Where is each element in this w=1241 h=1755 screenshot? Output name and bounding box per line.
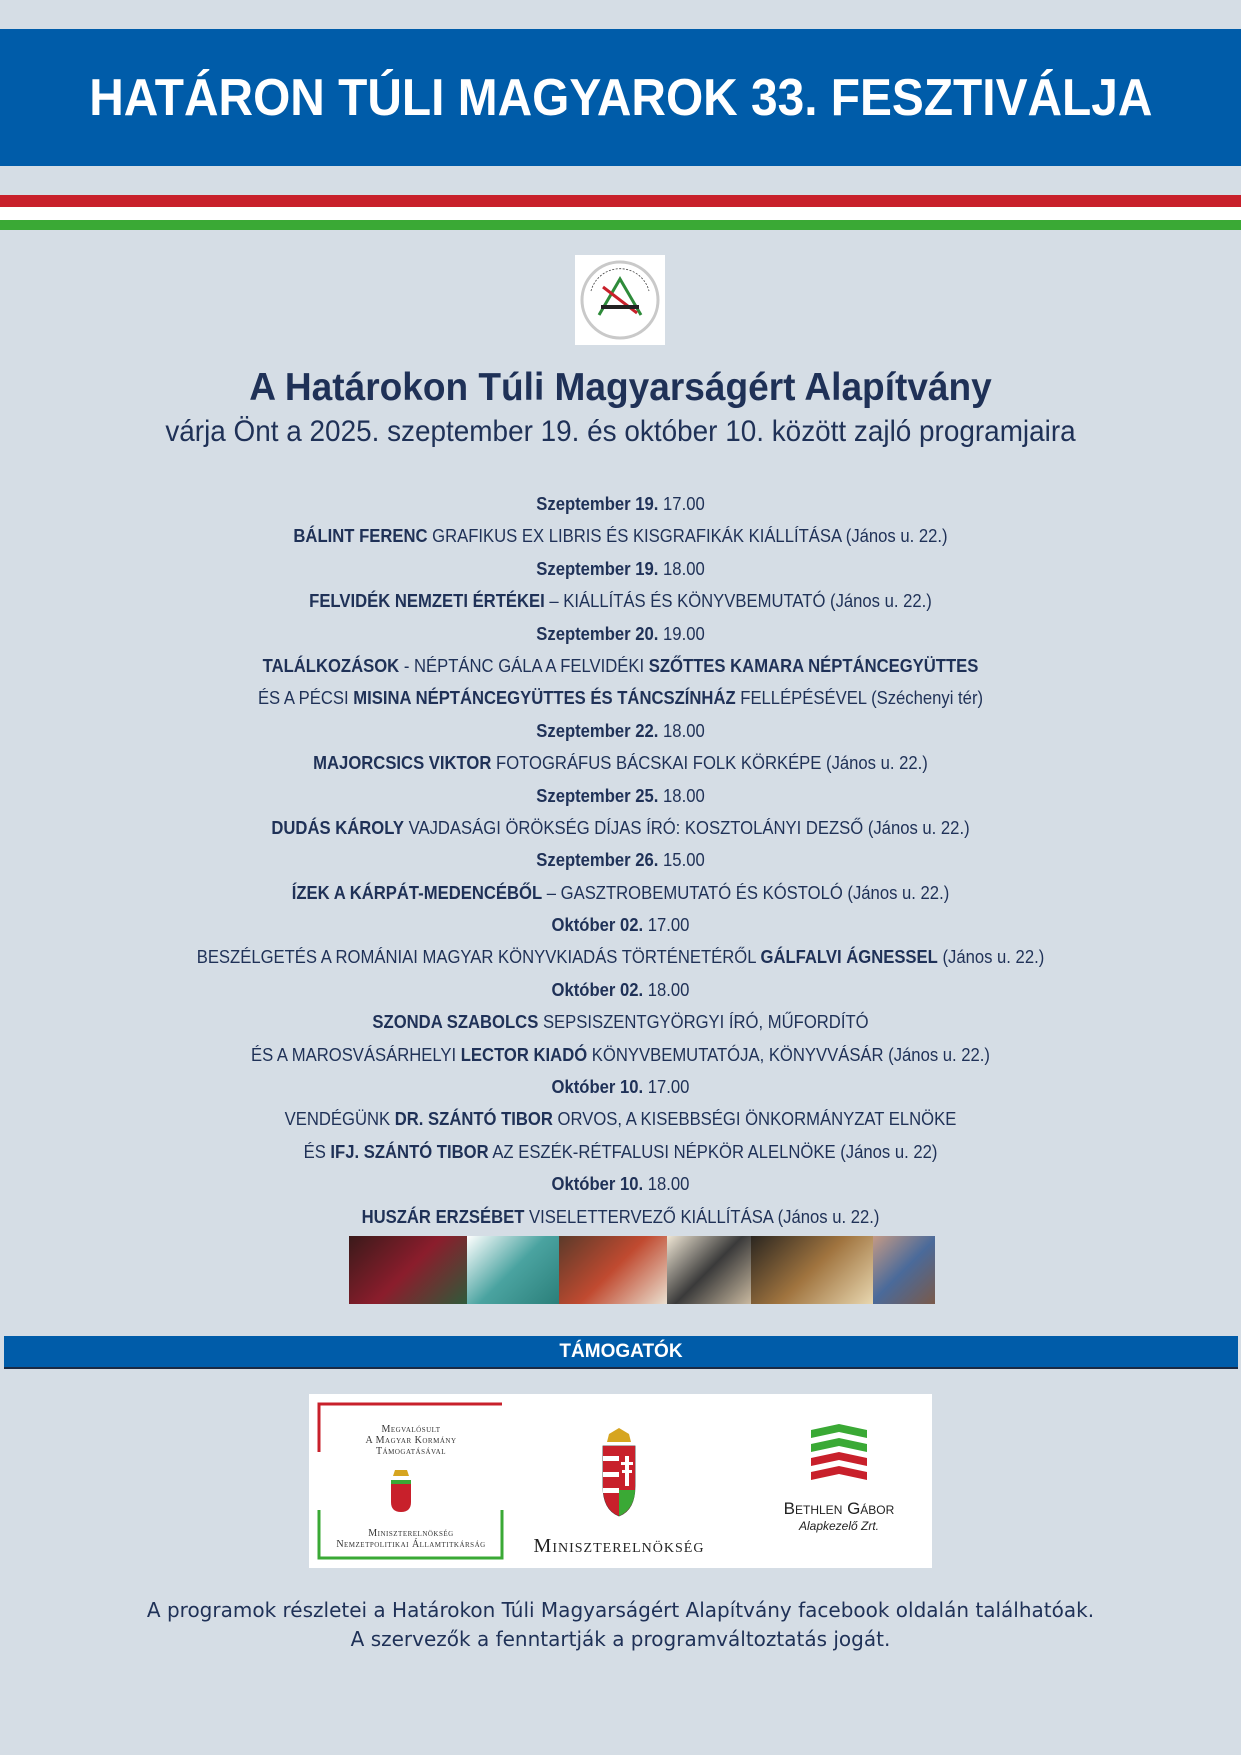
schedule-line xyxy=(62,1136,1179,1168)
schedule-line xyxy=(62,941,1179,973)
foundation-name: A Határokon Túli Magyarságért Alapítvány xyxy=(249,366,992,409)
schedule-text: – KIÁLLÍTÁS ÉS KÖNYVBEMUTATÓ (János u. 22.) xyxy=(544,590,932,612)
schedule-line xyxy=(62,1103,1179,1135)
schedule-highlight: Szeptember 22. xyxy=(536,719,659,741)
schedule-text: ÉS A PÉCSI xyxy=(257,687,354,709)
schedule-highlight: Október 02. xyxy=(551,914,644,936)
schedule-text: ÉS xyxy=(303,1140,331,1162)
schedule-highlight: Szeptember 25. xyxy=(536,784,659,806)
schedule-text: SEPSISZENTGYÖRGYI ÍRÓ, MŰFORDÍTÓ xyxy=(538,1011,869,1033)
family-photo xyxy=(667,1236,751,1304)
schedule-highlight: Október 02. xyxy=(551,978,644,1000)
foundation-logo-emblem xyxy=(577,257,663,343)
supporters-label: TÁMOGATÓK xyxy=(559,1340,683,1362)
schedule-text: ORVOS, A KISEBBSÉGI ÖNKORMÁNYZAT ELNÖKE xyxy=(552,1108,957,1130)
schedule-highlight: Szeptember 20. xyxy=(536,622,659,644)
flag-stripe-red xyxy=(0,195,1241,207)
footer-line1: A programok részletei a Határokon Túli Magyarságért Alapítvány facebook oldalán találhatóak. xyxy=(146,1598,1095,1622)
hungarian-coat-of-arms-icon xyxy=(519,1426,719,1526)
schedule-text: (János u. 22.) xyxy=(937,946,1045,968)
schedule-highlight: Szeptember 19. xyxy=(536,557,659,579)
schedule-line xyxy=(62,1006,1179,1038)
schedule-line xyxy=(62,585,1179,617)
sponsor1-line1: Megvalósult xyxy=(381,1424,441,1435)
schedule-line xyxy=(62,1039,1179,1071)
photo-strip xyxy=(349,1236,935,1304)
schedule-line xyxy=(62,1201,1179,1233)
footer-line2: A szervezők a fenntartják a programváltoztatás jogát. xyxy=(350,1627,891,1651)
schedule-line xyxy=(62,1071,1179,1103)
schedule-text: 19.00 xyxy=(658,622,705,644)
foundation-logo xyxy=(575,255,665,345)
sponsor1-line3: Támogatásával xyxy=(375,1446,447,1457)
schedule-highlight: DR. SZÁNTÓ TIBOR xyxy=(394,1108,553,1130)
flag-stripe-green xyxy=(0,220,1241,230)
schedule-highlight: Október 10. xyxy=(551,1076,644,1098)
schedule-line xyxy=(62,747,1179,779)
schedule-text: KÖNYVBEMUTATÓJA, KÖNYVVÁSÁR (János u. 22.) xyxy=(587,1043,990,1065)
schedule-line xyxy=(62,974,1179,1006)
schedule-text: FELLÉPÉSÉVEL (Széchenyi tér) xyxy=(735,687,984,709)
sponsor2-name: Miniszterelnökség xyxy=(533,1535,705,1557)
invitation-subtitle: várja Önt a 2025. szeptember 19. és október 10. között zajló programjaira xyxy=(165,415,1076,448)
schedule-highlight: MISINA NÉPTÁNCEGYÜTTES ÉS TÁNCSZÍNHÁZ xyxy=(353,687,736,709)
sponsor3-sub: Alapkezelő Zrt. xyxy=(798,1519,880,1533)
schedule-highlight: DUDÁS KÁROLY xyxy=(271,816,404,838)
schedule-text: 18.00 xyxy=(643,1173,690,1195)
bethlen-gabor-logo-icon xyxy=(759,1424,919,1494)
schedule-line xyxy=(62,812,1179,844)
schedule-line xyxy=(62,1168,1179,1200)
schedule-line xyxy=(62,780,1179,812)
schedule-highlight: LECTOR KIADÓ xyxy=(460,1043,588,1065)
schedule-text: 17.00 xyxy=(643,1076,690,1098)
sponsor1-line4: Miniszterelnökség xyxy=(368,1528,454,1539)
sponsor-logos xyxy=(309,1394,932,1568)
flag-stripe-white xyxy=(0,207,1241,220)
schedule-highlight: SZONDA SZABOLCS xyxy=(372,1011,539,1033)
schedule-line xyxy=(62,553,1179,585)
schedule-text: 17.00 xyxy=(643,914,690,936)
program-schedule xyxy=(0,488,1241,1233)
schedule-text: BESZÉLGETÉS A ROMÁNIAI MAGYAR KÖNYVKIADÁS TÖRTÉNETÉRŐL xyxy=(196,946,761,968)
schedule-text: 18.00 xyxy=(643,978,690,1000)
festival-title: HATÁRON TÚLI MAGYAROK 33. FESZTIVÁLJA xyxy=(88,68,1153,127)
schedule-line xyxy=(62,715,1179,747)
schedule-highlight: FELVIDÉK NEMZETI ÉRTÉKEI xyxy=(309,590,545,612)
schedule-text: VENDÉGÜNK xyxy=(284,1108,395,1130)
textile-photo xyxy=(873,1236,935,1304)
schedule-highlight: MAJORCSICS VIKTOR xyxy=(313,752,492,774)
schedule-line xyxy=(62,650,1179,682)
schedule-line xyxy=(62,844,1179,876)
sponsor-hungarian-government xyxy=(317,1402,505,1560)
schedule-line xyxy=(62,682,1179,714)
schedule-text: VISELETTERVEZŐ KIÁLLÍTÁSA (János u. 22.) xyxy=(524,1205,880,1227)
schedule-highlight: IFJ. SZÁNTÓ TIBOR xyxy=(330,1140,489,1162)
sponsor1-line2: A Magyar Kormány xyxy=(365,1435,457,1446)
festival-banner xyxy=(0,29,1241,166)
schedule-highlight: BÁLINT FERENC xyxy=(293,525,428,547)
schedule-text: AZ ESZÉK-RÉTFALUSI NÉPKÖR ALELNÖKE (János u. 22) xyxy=(488,1140,938,1162)
sponsor-bethlen-gabor xyxy=(759,1424,919,1554)
embroidery-photo xyxy=(349,1236,467,1304)
footer-note xyxy=(0,1596,1241,1654)
schedule-line xyxy=(62,520,1179,552)
schedule-text: 18.00 xyxy=(658,784,705,806)
schedule-text: 15.00 xyxy=(658,849,705,871)
schedule-text: VAJDASÁGI ÖRÖKSÉG DÍJAS ÍRÓ: KOSZTOLÁNYI DEZSŐ (János u. 22.) xyxy=(403,816,970,838)
schedule-text: 18.00 xyxy=(658,557,705,579)
schedule-text: GRAFIKUS EX LIBRIS ÉS KISGRAFIKÁK KIÁLLÍTÁSA (János u. 22.) xyxy=(427,525,948,547)
schedule-highlight: HUSZÁR ERZSÉBET xyxy=(361,1205,525,1227)
schedule-text: – GASZTROBEMUTATÓ ÉS KÓSTOLÓ (János u. 22.) xyxy=(542,881,950,903)
schedule-line xyxy=(62,877,1179,909)
schedule-text: 17.00 xyxy=(658,493,705,514)
schedule-line xyxy=(62,488,1179,520)
schedule-highlight: ÍZEK A KÁRPÁT-MEDENCÉBŐL xyxy=(291,881,543,903)
folk-costume-photo xyxy=(559,1236,667,1304)
sponsor3-name: Bethlen Gábor xyxy=(783,1499,895,1518)
schedule-highlight: Október 10. xyxy=(551,1173,644,1195)
schedule-line xyxy=(62,909,1179,941)
schedule-text: ÉS A MAROSVÁSÁRHELYI xyxy=(251,1043,461,1065)
supporters-header xyxy=(4,1336,1238,1369)
schedule-highlight: Szeptember 19. xyxy=(536,493,659,514)
schedule-highlight: Szeptember 26. xyxy=(536,849,659,871)
schedule-highlight: SZŐTTES KAMARA NÉPTÁNCEGYÜTTES xyxy=(648,654,979,676)
schedule-text: FOTOGRÁFUS BÁCSKAI FOLK KÖRKÉPE (János u. 22.) xyxy=(491,752,928,774)
schedule-text: - NÉPTÁNC GÁLA A FELVIDÉKI xyxy=(399,654,649,676)
sponsor-miniszterelnokseg xyxy=(519,1426,719,1556)
schedule-line xyxy=(62,618,1179,650)
tree-photo xyxy=(467,1236,559,1304)
book-photo xyxy=(751,1236,873,1304)
schedule-highlight: TALÁLKOZÁSOK xyxy=(262,654,400,676)
schedule-text: 18.00 xyxy=(658,719,705,741)
sponsor1-line5: Nemzetpolitikai Államtitkárság xyxy=(336,1539,486,1550)
schedule-highlight: GÁLFALVI ÁGNESSEL xyxy=(760,946,938,968)
